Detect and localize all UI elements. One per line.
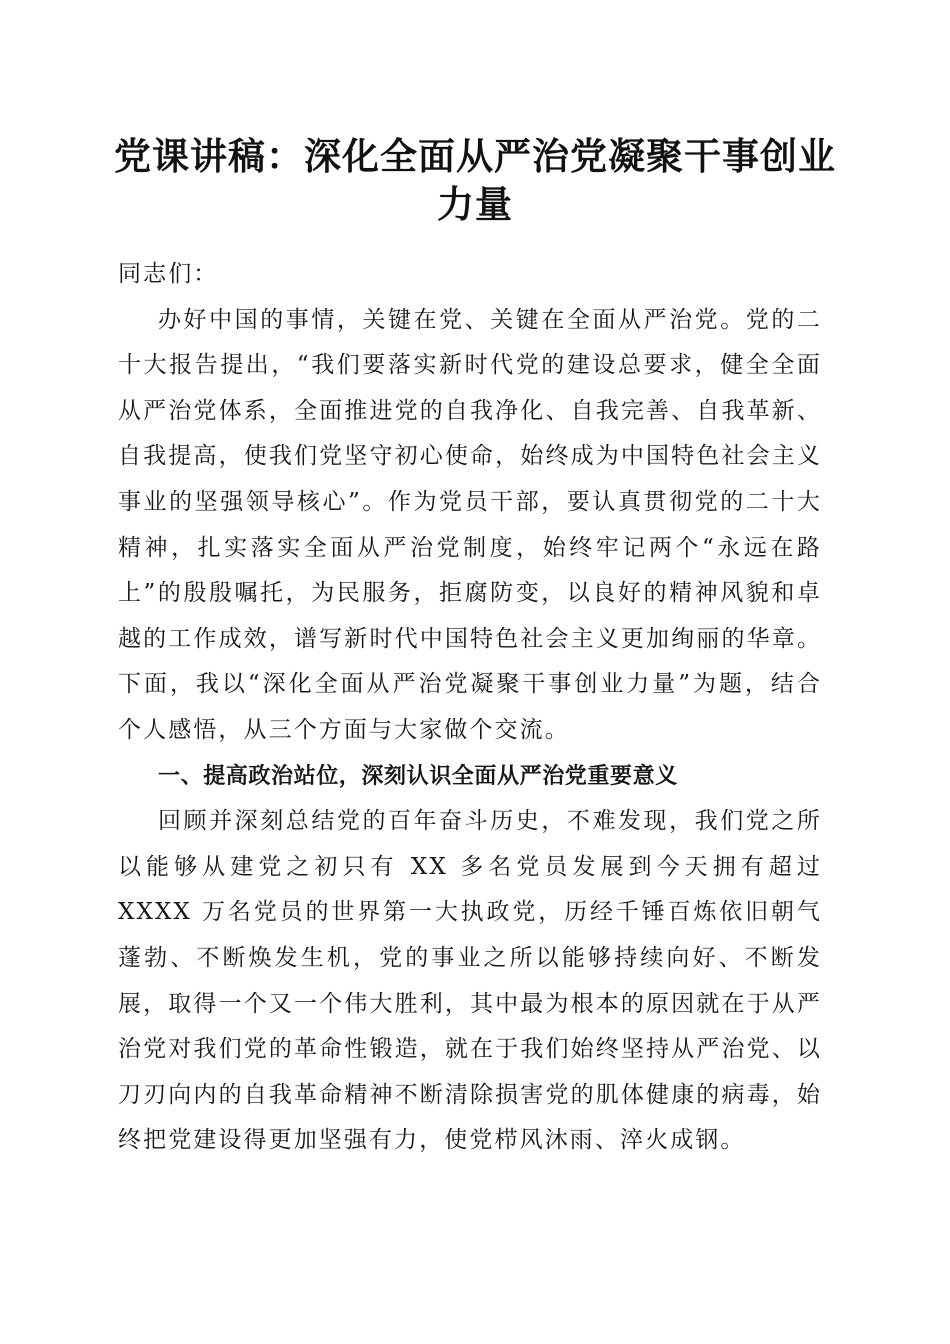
document-body [118, 252, 822, 1164]
paragraph-intro: 办好中国的事情，关键在党、关键在全面从严治党。党的二十大报告提出，“我们要落实新时代党的建设总要求，健全全面从严治党体系，全面推进党的自我净化、自我完善、自我革新、自我提高，使我们党坚守初心使命，始终成为中国特色社会主义事业的坚强领导核心”。作为党员干部，要认真贯彻党的二十大精神，扎实落实全面从严治党制度，始终牢记两个“永远在路上”的殷殷嘱托，为民服务，拒腐防变，以良好的精神风貌和卓越的工作成效，谱写新时代中国特色社会主义更加绚丽的华章。下面，我以“深化全面从严治党凝聚干事创业力量”为题，结合个人感悟，从三个方面与大家做个交流。 [118, 306, 822, 743]
salutation: 同志们： [118, 261, 219, 287]
paragraph-history: 回顾并深刻总结党的百年奋斗历史，不难发现，我们党之所以能够从建党之初只有 XX 多名党员发展到今天拥有超过 XXXX 万名党员的世界第一大执政党，历经千锤百炼依旧朝气蓬勃、不断焕发生机，党的事业之所以能够持续向好、不断发展，取得一个又一个伟大胜利，其中最为根本的原因就在于从严治党对我们党的革命性锻造，就在于我们始终坚持从严治党、以刀刃向内的自我革命精神不断清除损害党的肌体健康的病毒，始终把党建设得更加坚强有力，使党栉风沐雨、淬火成钢。 [118, 808, 822, 1154]
section-heading-1: 一、提高政治站位，深刻认识全面从严治党重要意义 [158, 763, 678, 789]
page-title: 党课讲稿：深化全面从严治党凝聚干事创业力量 [114, 134, 836, 226]
